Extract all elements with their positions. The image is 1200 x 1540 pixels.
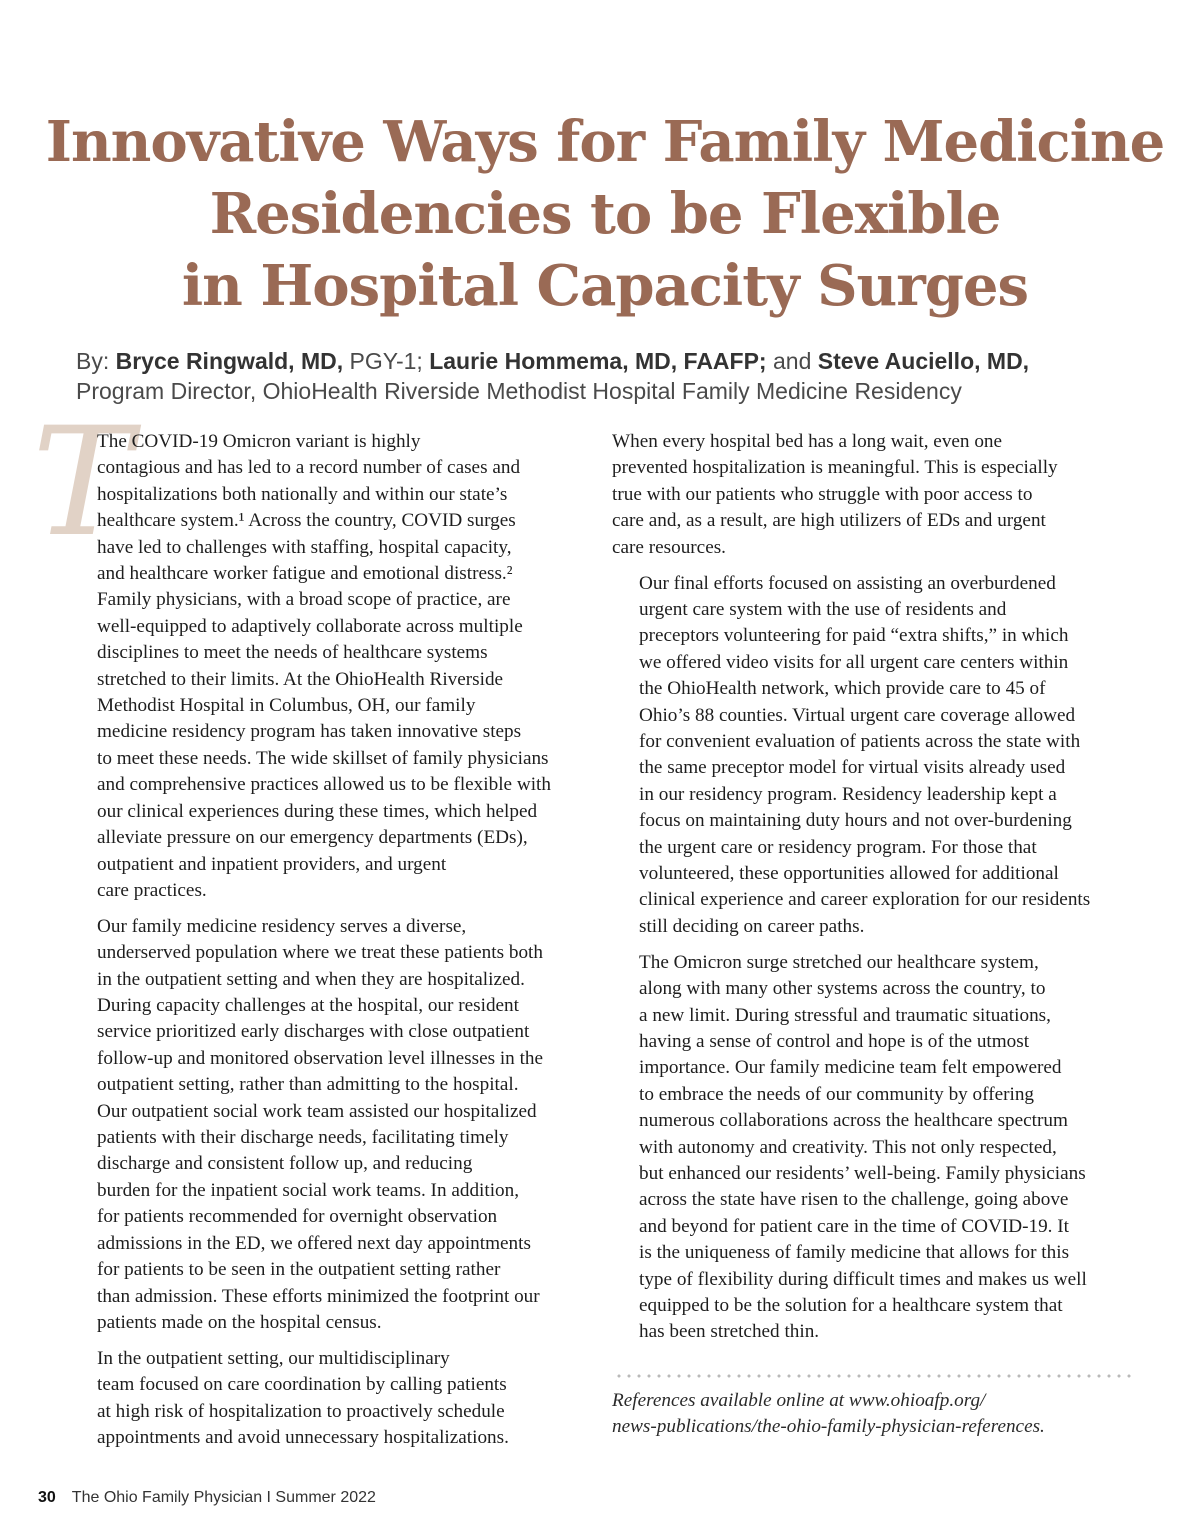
text-line: burden for the inpatient social work teams. In addition, (97, 1179, 520, 1201)
text-line: true with our patients who struggle with poor access to (612, 483, 1033, 505)
text-line: and beyond for patient care in the time of COVID-19. It (639, 1215, 1069, 1237)
text-line: volunteered, these opportunities allowed for additional (639, 863, 1059, 884)
text-line: underserved population where we treat these patients both (97, 942, 543, 964)
text-line: stretched to their limits. At the OhioHealth Riverside (97, 668, 504, 690)
right-column (612, 429, 1140, 1355)
text-line: patients with their discharge needs, facilitating timely (97, 1127, 509, 1149)
text-line: medicine residency program has taken innovative steps (97, 721, 522, 743)
body-paragraph (612, 571, 1140, 941)
text-line: with autonomy and creativity. This not only respected, (639, 1136, 1057, 1158)
text-line: Our final efforts focused on assisting an overburdened (639, 572, 1056, 594)
text-line: to embrace the needs of our community by offering (639, 1083, 1035, 1105)
text-line: When every hospital bed has a long wait, even one (612, 431, 1003, 452)
text-line: alleviate pressure on our emergency departments (EDs), (97, 827, 528, 849)
text-line: type of flexibility during difficult times and makes us well (639, 1268, 1087, 1290)
text-line: than admission. These efforts minimized the footprint our (97, 1285, 540, 1307)
text-line: Methodist Hospital in Columbus, OH, our family (97, 695, 476, 717)
text-line: clinical experience and career exploration for our residents (639, 889, 1091, 911)
author-name: Bryce Ringwald, MD, (115, 348, 344, 374)
text-line: care practices. (97, 879, 207, 901)
byline (76, 346, 1156, 406)
author-name: Laurie Hommema, MD, FAAFP; (429, 348, 767, 374)
author-role: PGY-1; (343, 348, 430, 374)
text-line: and healthcare worker fatigue and emotional distress.² (97, 563, 513, 585)
text-line: in our residency program. Residency leadership kept a (639, 783, 1057, 805)
page-number: 30 (38, 1489, 56, 1506)
references-line: References available online at www.ohioafp.org/ (612, 1390, 986, 1411)
text-line: team focused on care coordination by calling patients (97, 1374, 507, 1396)
text-line: equipped to be the solution for a healthcare system that (639, 1295, 1063, 1316)
text-line: hospitalizations both nationally and within our state’s (97, 483, 508, 505)
text-line: at high risk of hospitalization to proactively schedule (97, 1400, 505, 1422)
text-line: and comprehensive practices allowed us to be flexible with (97, 774, 551, 796)
text-line: focus on maintaining duty hours and not over-burdening (639, 810, 1072, 832)
text-line: preceptors volunteering for paid “extra shifts,” in which (639, 625, 1069, 647)
publication-name: The Ohio Family Physician I Summer 2022 (71, 1489, 376, 1506)
text-line: well-equipped to adaptively collaborate across multiple (97, 615, 523, 637)
text-line: for convenient evaluation of patients across the state with (639, 730, 1081, 752)
author-name: Steve Auciello, MD, (817, 348, 1030, 374)
text-line: the same preceptor model for virtual visits already used (639, 757, 1066, 779)
text-line: still deciding on career paths. (639, 915, 865, 937)
text-line: importance. Our family medicine team felt empowered (639, 1057, 1062, 1079)
text-line: our clinical experiences during these times, which helped (97, 800, 538, 822)
text-line: Family physicians, with a broad scope of practice, are (97, 589, 511, 611)
text-line: outpatient setting, rather than admitting to the hospital. (97, 1074, 519, 1096)
references-line: news-publications/the-ohio-family-physician-references. (612, 1416, 1045, 1438)
text-line: prevented hospitalization is meaningful. This is especially (612, 457, 1058, 479)
text-line: the urgent care or residency program. For those that (639, 836, 1037, 858)
body-paragraph (612, 950, 1140, 1346)
byline-authors (76, 346, 1156, 376)
text-line: along with many other systems across the country, to (639, 978, 1046, 1000)
text-line: care and, as a result, are high utilizers of EDs and urgent (612, 510, 1046, 532)
title-line: Innovative Ways for Family Medicine (45, 109, 1165, 175)
references-note (612, 1388, 1152, 1441)
body-paragraph (70, 914, 592, 1337)
title-line: in Hospital Capacity Surges (181, 253, 1029, 319)
text-line: admissions in the ED, we offered next day appointments (97, 1232, 531, 1254)
byline-prefix: By: (76, 348, 116, 374)
text-line: for patients recommended for overnight observation (97, 1206, 498, 1228)
text-line: but enhanced our residents’ well-being. Family physicians (639, 1162, 1086, 1184)
body-paragraph (70, 429, 592, 904)
left-column (70, 429, 592, 1461)
text-line: to meet these needs. The wide skillset of family physicians (97, 747, 549, 769)
text-line: care resources. (612, 536, 726, 558)
text-line: The COVID-19 Omicron variant is highly (97, 431, 421, 452)
text-line: Our outpatient social work team assisted our hospitalized (97, 1100, 537, 1122)
text-line: the OhioHealth network, which provide care to 45 of (639, 678, 1046, 700)
text-line: follow-up and monitored observation level illnesses in the (97, 1047, 544, 1069)
text-line: a new limit. During stressful and traumatic situations, (639, 1004, 1051, 1026)
title-line: Residencies to be Flexible (209, 181, 1001, 247)
byline-affiliation: Program Director, OhioHealth Riverside Methodist Hospital Family Medicine Residency (76, 378, 962, 404)
text-line: numerous collaborations across the healthcare spectrum (639, 1110, 1068, 1132)
text-line: disciplines to meet the needs of healthcare systems (97, 642, 488, 664)
text-line: patients made on the hospital census. (97, 1311, 382, 1333)
dotted-divider (614, 1374, 1134, 1378)
text-line: service prioritized early discharges with close outpatient (97, 1021, 530, 1043)
text-line: appointments and avoid unnecessary hospitalizations. (97, 1427, 509, 1449)
text-line: have led to challenges with staffing, hospital capacity, (97, 536, 512, 558)
text-line: The Omicron surge stretched our healthcare system, (639, 951, 1039, 973)
page-footer (38, 1487, 376, 1509)
text-line: in the outpatient setting and when they are hospitalized. (97, 968, 525, 990)
text-line: we offered video visits for all urgent care centers within (639, 651, 1069, 673)
text-line: outpatient and inpatient providers, and urgent (97, 853, 447, 875)
text-line: is the uniqueness of family medicine that allows for this (639, 1242, 1070, 1264)
text-line: discharge and consistent follow up, and reducing (97, 1153, 473, 1175)
text-line: has been stretched thin. (639, 1321, 820, 1343)
text-line: urgent care system with the use of residents and (639, 598, 1007, 620)
text-line: across the state have risen to the challenge, going above (639, 1189, 1069, 1211)
text-line: having a sense of control and hope is of the utmost (639, 1030, 1030, 1052)
body-paragraph (70, 1346, 592, 1452)
byline-conjunction: and (766, 348, 818, 374)
text-line: During capacity challenges at the hospital, our resident (97, 995, 519, 1017)
text-line: Our family medicine residency serves a diverse, (97, 915, 467, 937)
text-line: healthcare system.¹ Across the country, COVID surges (97, 510, 516, 532)
text-line: contagious and has led to a record number of cases and (97, 457, 521, 479)
drop-cap: T (32, 396, 133, 570)
text-line: In the outpatient setting, our multidisciplinary (97, 1347, 450, 1369)
body-paragraph (612, 429, 1140, 561)
text-line: for patients to be seen in the outpatient setting rather (97, 1259, 501, 1281)
article-title (40, 106, 1170, 322)
text-line: Ohio’s 88 counties. Virtual urgent care coverage allowed (639, 704, 1076, 726)
